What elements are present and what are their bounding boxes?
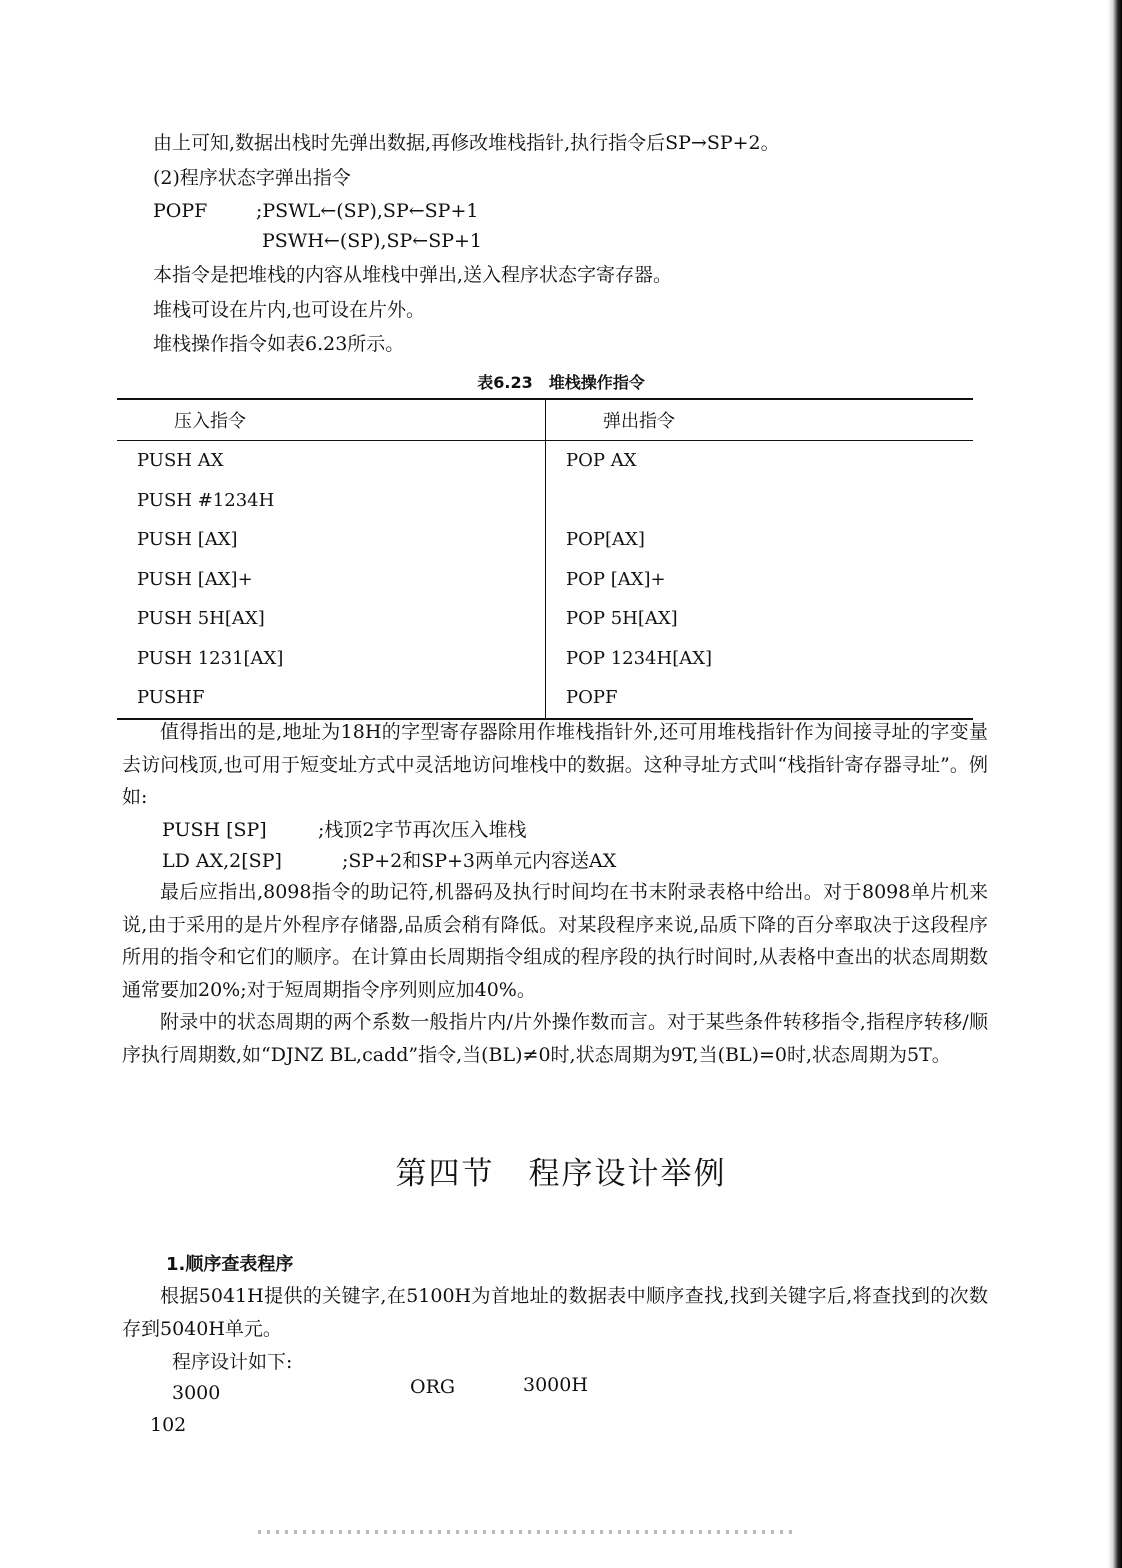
header-pop: 弹出指令	[546, 399, 974, 441]
paragraph-sp-addressing	[122, 716, 988, 814]
listing-address: 3000	[172, 1382, 221, 1404]
pop-cell: POP 5H[AX]	[566, 608, 678, 630]
table-header-row	[117, 399, 973, 441]
intro-line-1: 由上可知,数据出栈时先弹出数据,再修改堆栈指针,执行指令后SP→SP+2。	[153, 132, 780, 154]
paragraph-text: 值得指出的是,地址为18H的字型寄存器除用作堆栈指针外,还可用堆栈指针作为间接寻址的字变量去访问栈顶,也可用于短变址方式中灵活地访问堆栈中的数据。这种寻址方式叫“栈指针寄存器寻址”。例如:	[122, 721, 988, 808]
listing-opcode: ORG	[410, 1376, 456, 1398]
table-row	[117, 441, 973, 481]
paragraph-cycles	[122, 1006, 988, 1071]
push-cell: PUSH [AX]+	[117, 560, 546, 600]
text-line: 本指令是把堆栈的内容从堆栈中弹出,送入程序状态字寄存器。	[153, 264, 673, 286]
example-comment-1: ;栈顶2字节再次压入堆栈	[318, 819, 527, 841]
popf-op-line-1: ;PSWL←(SP),SP←SP+1	[256, 200, 479, 222]
pop-cell: POP[AX]	[566, 529, 645, 551]
pop-cell: POPF	[546, 678, 974, 719]
pop-cell: POP AX	[566, 450, 637, 472]
example-code-2: LD AX,2[SP]	[162, 850, 282, 872]
example-code-1: PUSH [SP]	[162, 819, 267, 841]
stack-instructions-table	[117, 398, 973, 720]
subsection-heading: 1.顺序查表程序	[166, 1254, 294, 1275]
push-cell: PUSH 5H[AX]	[117, 599, 546, 639]
section-heading	[0, 1148, 1122, 1193]
table-row	[117, 520, 973, 560]
paragraph-lookup	[122, 1280, 988, 1345]
table-caption: 表6.23 堆栈操作指令	[477, 373, 645, 392]
paragraph-text: 根据5041H提供的关键字,在5100H为首地址的数据表中顺序查找,找到关键字后,将查找到的次数存到5040H单元。	[122, 1285, 988, 1340]
page-number: 102	[150, 1414, 187, 1436]
table-row	[117, 599, 973, 639]
push-cell: PUSHF	[117, 678, 546, 719]
listing-operand: 3000H	[523, 1374, 588, 1396]
example-comment-2: ;SP+2和SP+3两单元内容送AX	[342, 850, 617, 872]
pop-cell	[546, 481, 974, 521]
popf-mnemonic: POPF	[153, 200, 208, 222]
section-number: 第四节	[395, 1156, 495, 1192]
pop-cell: POP [AX]+	[566, 568, 666, 590]
table-row	[117, 481, 973, 521]
paragraph-timing	[122, 876, 988, 1006]
scan-noise	[258, 1530, 798, 1534]
push-cell: PUSH AX	[117, 441, 546, 481]
table-row	[117, 678, 973, 719]
intro-line-2: (2)程序状态字弹出指令	[153, 167, 351, 189]
push-cell: PUSH #1234H	[117, 481, 546, 521]
push-cell: PUSH 1231[AX]	[117, 639, 546, 679]
table-row	[117, 560, 973, 600]
pop-cell: POP 1234H[AX]	[566, 647, 713, 669]
header-push: 压入指令	[117, 399, 546, 441]
scan-edge	[1108, 0, 1122, 1568]
push-cell: PUSH [AX]	[117, 520, 546, 560]
section-title: 程序设计举例	[528, 1156, 727, 1192]
program-intro: 程序设计如下:	[172, 1351, 293, 1373]
popf-op-line-2: PSWH←(SP),SP←SP+1	[262, 230, 483, 252]
table-row	[117, 639, 973, 679]
paragraph-text: 附录中的状态周期的两个系数一般指片内/片外操作数而言。对于某些条件转移指令,指程序转移/顺序执行周期数,如“DJNZ BL,cadd”指令,当(BL)≠0时,状态周期为9T,当(BL)=0时,状态周期为5T。	[122, 1011, 988, 1066]
text-line: 堆栈操作指令如表6.23所示。	[153, 333, 405, 355]
text-line: 堆栈可设在片内,也可设在片外。	[153, 299, 426, 321]
paragraph-text: 最后应指出,8098指令的助记符,机器码及执行时间均在书末附录表格中给出。对于8098单片机来说,由于采用的是片外程序存储器,品质会稍有降低。对某段程序来说,品质下降的百分率取决于这段程序所用的指令和它们的顺序。在计算由长周期指令组成的程序段的执行时间时,从表格中查出的状态周期数通常要加20%;对于短周期指令序列则应加40%。	[122, 881, 988, 1001]
